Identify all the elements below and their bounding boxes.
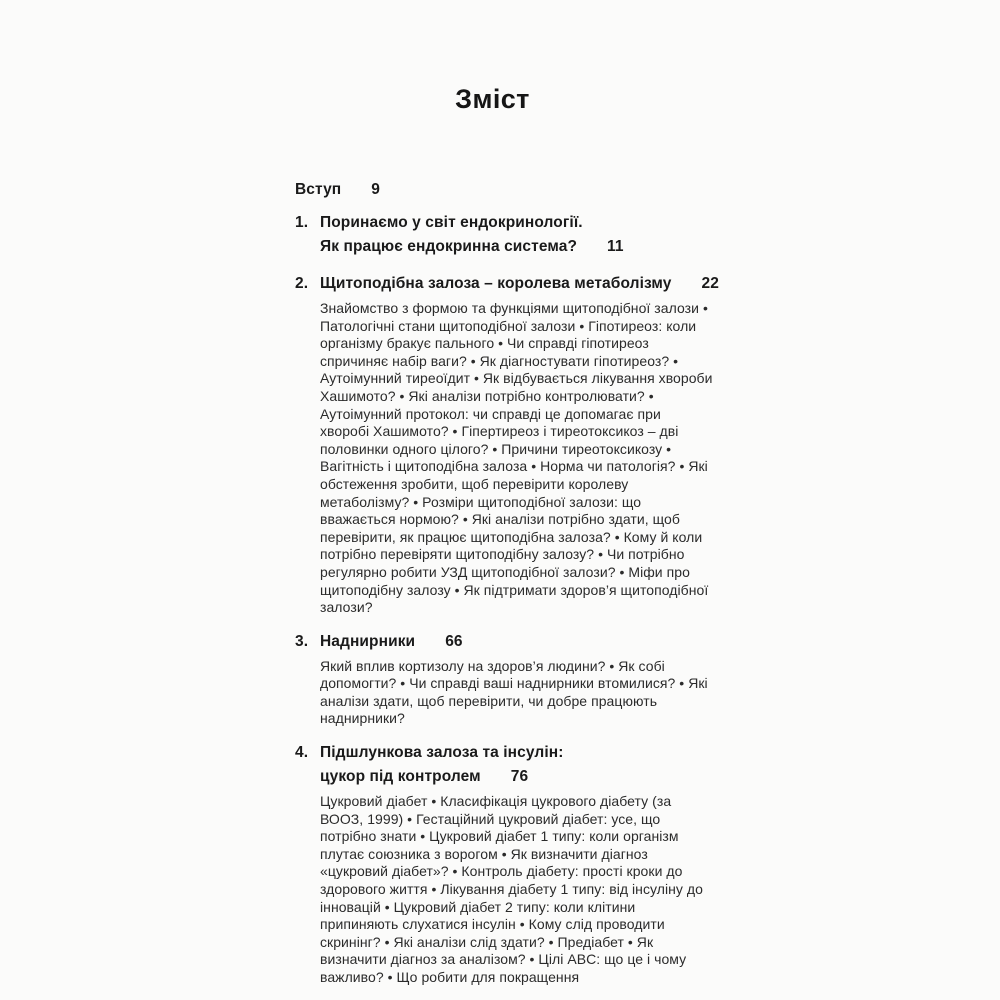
toc-entry-1-title-line1: Поринаємо у світ ендокринології. <box>320 214 583 231</box>
toc-entry-4-title-line1: Підшлункова залоза та інсулін: <box>320 744 564 762</box>
toc-entry-3 <box>295 630 719 728</box>
toc-entry-4-title-line2: цукор під контролем <box>320 768 481 786</box>
toc-entry-2-number: 2. <box>295 275 309 292</box>
toc-entry-1-title-line2: Як працює ендокринна система? <box>320 238 578 255</box>
toc-entry-3-title: Наднирники <box>320 632 416 650</box>
toc-entry-4 <box>295 741 719 987</box>
toc-entry-intro <box>295 178 719 202</box>
toc-entry-2 <box>295 272 719 617</box>
toc-entry-3-number: 3. <box>295 632 309 650</box>
toc-entry-intro-label: Вступ <box>295 181 342 198</box>
toc-entry-1-page-number: 11 <box>607 238 624 255</box>
toc-entry-4-number: 4. <box>295 744 309 762</box>
toc-entry-4-page-number: 76 <box>510 768 529 786</box>
toc-entry-3-page-number: 66 <box>445 632 463 650</box>
toc-entry-intro-page-number: 9 <box>371 181 381 198</box>
toc-entry-2-description: Знайомство з формою та функціями щитоподібної залози • Патологічні стани щитоподібної залози • Гіпотиреоз: коли організму бракує пального • Чи справді гіпотиреоз спричиняє набір ваги? • Як діагностувати гіпотиреоз? • Аутоімунний тиреоїдит • Як відбувається лікування хвороби Хашимото? • Які аналізи потрібно контролювати? • Аутоімунний протокол: чи справді це допомагає при хворобі Хашимото? • Гіпертиреоз і тиреотоксикоз – дві половинки одного цілого? • Причини тиреотоксикозу • Вагітність і щитоподібна залоза • Норма чи патологія? • Які обстеження зробити, щоб перевірити королеву метаболізму? • Розміри щитоподібної залози: що вважається нормою? • Які аналізи потрібно здати, щоб перевірити, як працює щитоподібна залоза? • Кому й коли потрібно перевіряти щитоподібну залозу? • Чи потрібно регулярно робити УЗД щитоподібної залози? • Міфи про щитоподібну залозу • Як підтримати здоров’я щитоподібної залози? <box>320 300 713 616</box>
toc-entry-1 <box>295 211 719 259</box>
page-title: Зміст <box>455 84 530 114</box>
toc-entry-2-title: Щитоподібна залоза – королева метаболізму <box>320 275 672 292</box>
toc-content <box>295 178 719 987</box>
toc-entry-1-number: 1. <box>295 214 309 231</box>
toc-entry-4-description: Цукровий діабет • Класифікація цукрового діабету (за ВООЗ, 1999) • Гестаційний цукровий діабет: усе, що потрібно знати • Цукровий діабет 1 типу: коли організм плутає союзника з ворогом • Як визначити діагноз «цукровий діабет»? • Контроль діабету: прості кроки до здорового життя • Лікування діабету 1 типу: від інсуліну до інновацій • Цукровий діабет 2 типу: коли клітини припиняють слухатися інсулін • Кому слід проводити скринінг? • Які аналізи слід здати? • Предіабет • Як визначити діагноз за аналізом? • Цілі ABC: що це і чому важливо? • Що робити для покращення <box>320 793 703 985</box>
toc-entry-3-description: Який вплив кортизолу на здоров’я людини? • Як собі допомогти? • Чи справді ваші наднирники втомилися? • Які аналізи здати, щоб перевірити, чи добре працюють наднирники? <box>320 657 708 727</box>
toc-entry-2-page-number: 22 <box>701 275 719 292</box>
